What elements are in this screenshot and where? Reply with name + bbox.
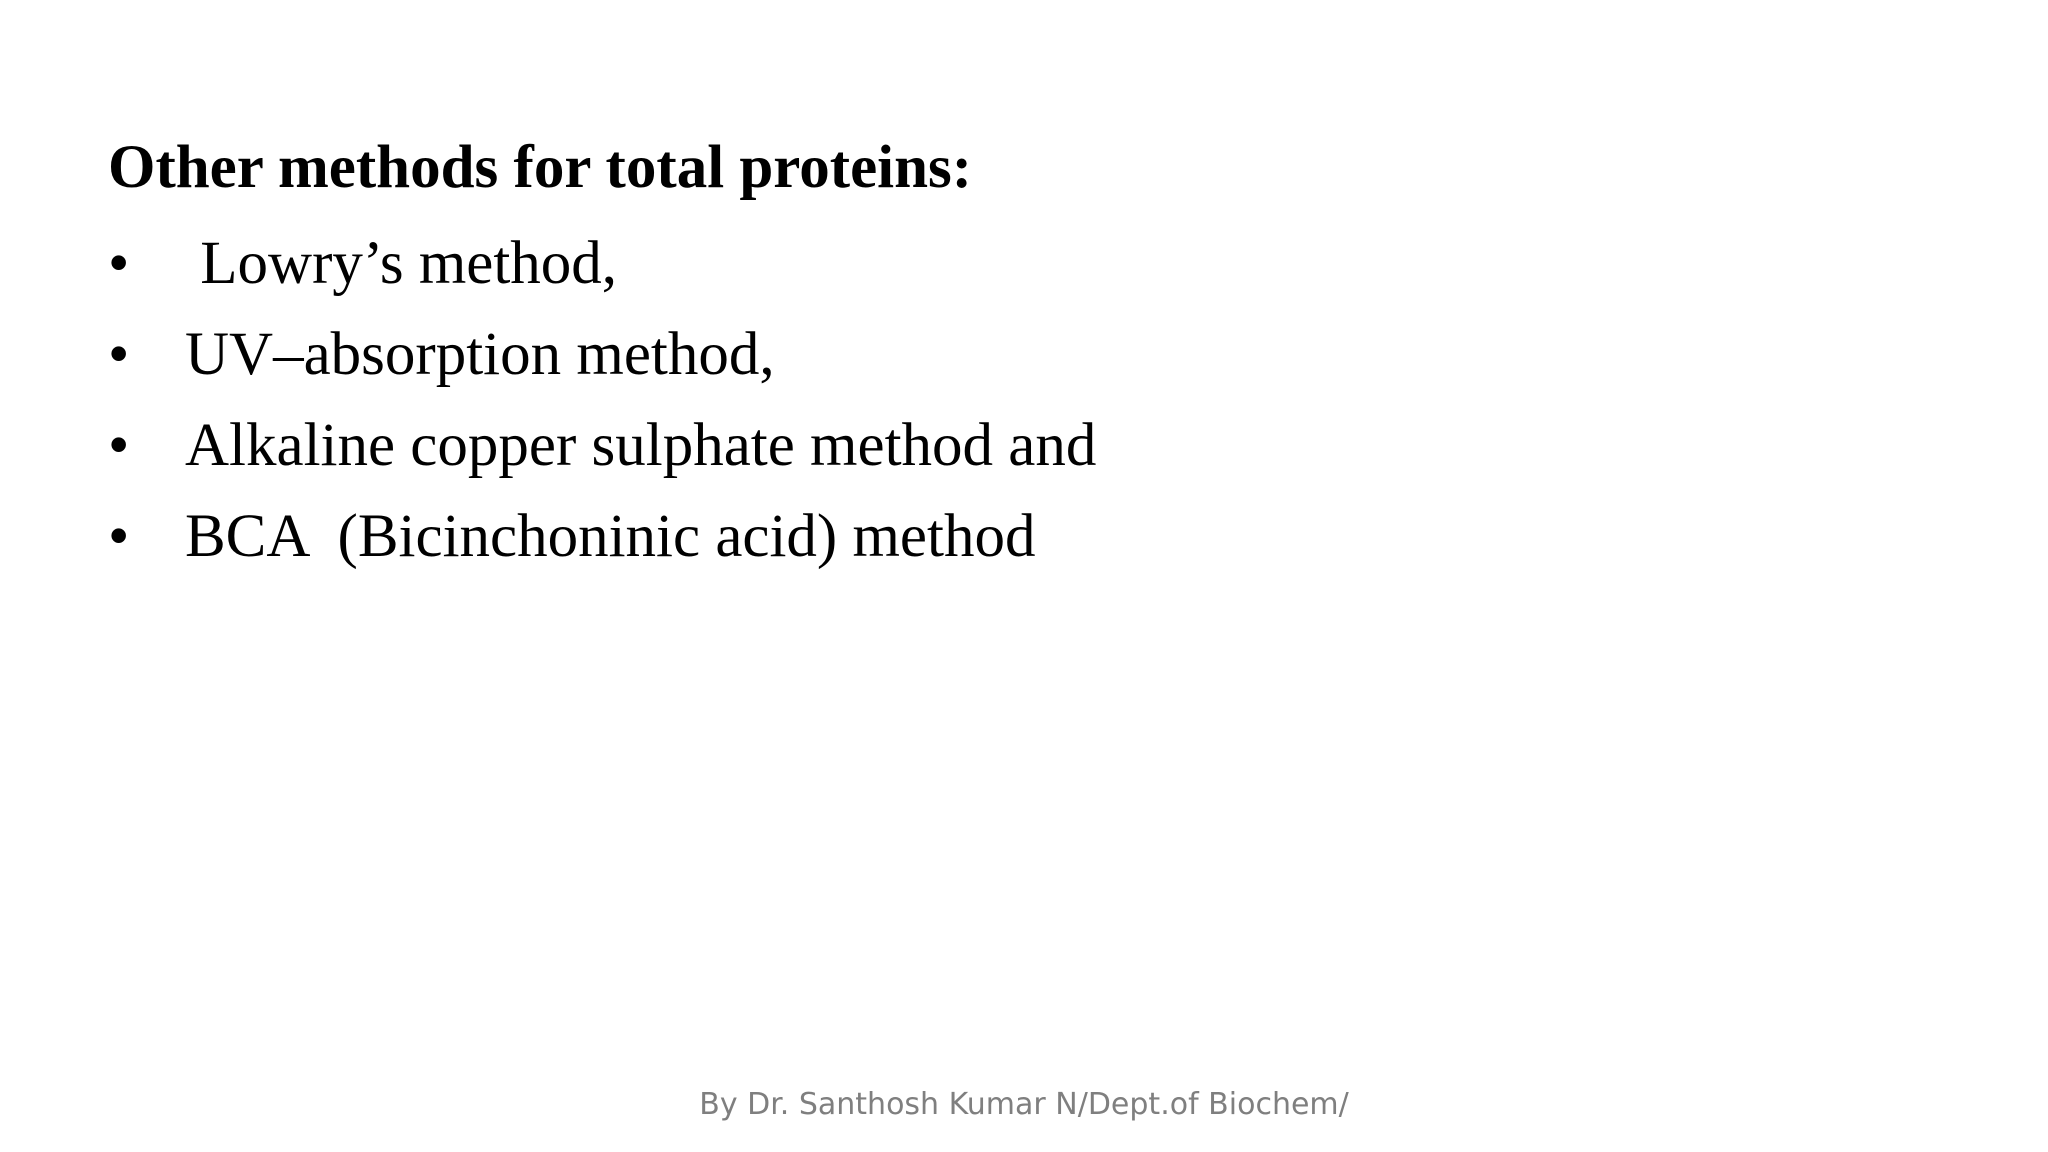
bullet-text-bca: BCA (Bicinchoninic acid) method (185, 503, 1036, 570)
bullet-icon: • (108, 503, 130, 570)
bullet-icon: • (108, 412, 130, 479)
bullet-text-alkaline-copper: Alkaline copper sulphate method and (185, 412, 1097, 479)
bullet-icon: • (108, 230, 130, 297)
bullet-list (108, 218, 1096, 582)
slide-heading: Other methods for total proteins: (108, 134, 973, 201)
bullet-text-uv-absorption: UV–absorption method, (185, 321, 775, 388)
list-item (108, 491, 1096, 582)
slide-footer: By Dr. Santhosh Kumar N/Dept.of Biochem/ (699, 1087, 1349, 1122)
list-item (108, 400, 1096, 491)
list-item (108, 309, 1096, 400)
bullet-icon: • (108, 321, 130, 388)
list-item (108, 218, 1096, 309)
bullet-text-lowry: Lowry’s method, (185, 230, 618, 297)
